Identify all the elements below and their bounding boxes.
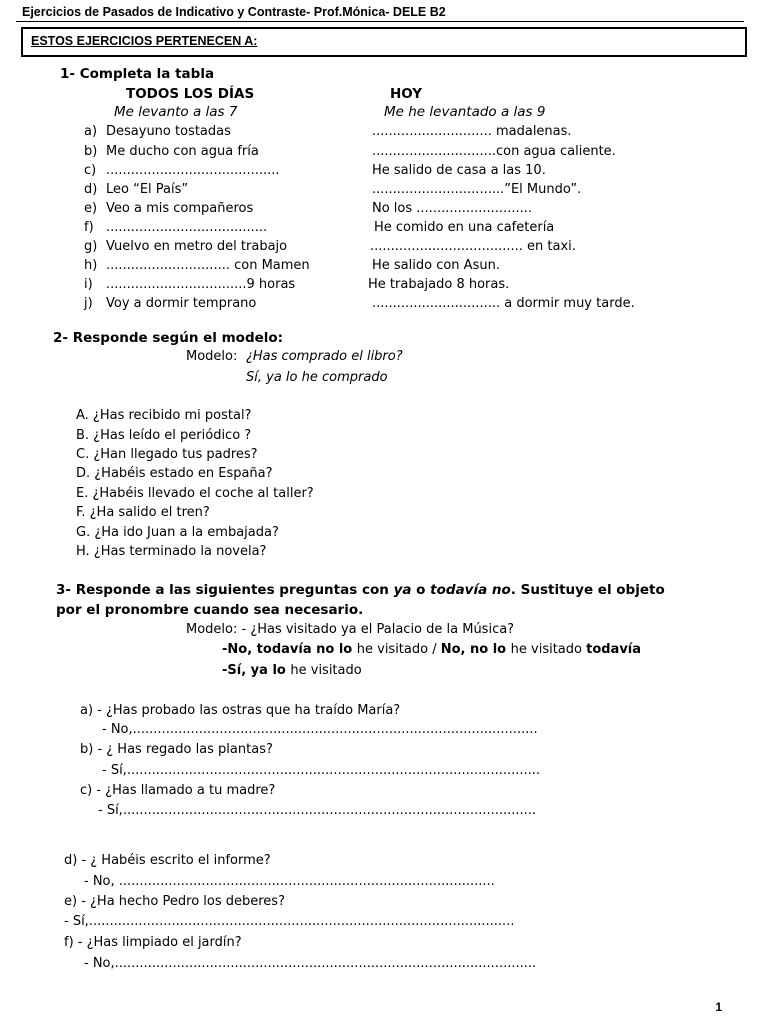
ex3-title-line2: por el pronombre cuando sea necesario. (56, 602, 364, 618)
ex1-row-answer: He comido en una cafetería (374, 220, 555, 235)
owner-label: ESTOS EJERCICIOS PERTENECEN A: (31, 34, 258, 48)
ex1-row: d) Leo “El País” (84, 182, 189, 197)
ex1-row: h) .............................. con Mamen (84, 258, 310, 273)
ex1-row-answer: He salido de casa a las 10. (372, 163, 546, 178)
ex3-answer-line: - No,...................................................................................................... (84, 956, 537, 971)
ex2-model-label: Modelo: (186, 349, 238, 364)
ex3-answer-line: - Sí,.................................................................................................... (98, 803, 537, 818)
ex3-model-answer-yes: -Sí, ya lo he visitado (222, 663, 362, 678)
ex2-model-answer: Sí, ya lo he comprado (246, 370, 388, 385)
ex3-model-question: Modelo: - ¿Has visitado ya el Palacio de la Música? (186, 622, 515, 637)
ex1-row: c) .......................................... (84, 163, 280, 178)
ex1-row: g) Vuelvo en metro del trabajo (84, 239, 288, 254)
ex1-row-answer: He trabajado 8 horas. (368, 277, 510, 292)
ex2-question: G. ¿Ha ido Juan a la embajada? (76, 525, 279, 540)
ex1-row: i) ..................................9 horas (84, 277, 296, 292)
ex2-question: D. ¿Habéis estado en España? (76, 466, 273, 481)
ex1-row-answer: No los ............................ (372, 201, 532, 216)
ex2-title: 2- Responde según el modelo: (53, 330, 284, 346)
ex1-row: e) Veo a mis compañeros (84, 201, 254, 216)
ex2-question: F. ¿Ha salido el tren? (76, 505, 210, 520)
ex1-row: b) Me ducho con agua fría (84, 144, 259, 159)
ex1-col-left-header: TODOS LOS DÍAS (126, 86, 255, 102)
ex1-row-answer: ..................................... en taxi. (370, 239, 576, 254)
ex1-row: f) ....................................... (84, 220, 268, 235)
ex3-question: d) - ¿ Habéis escrito el informe? (64, 853, 271, 868)
ex1-title: 1- Completa la tabla (60, 66, 215, 82)
ex3-question: a) - ¿Has probado las ostras que ha traído María? (80, 703, 401, 718)
ex3-question: e) - ¿Ha hecho Pedro los deberes? (64, 894, 285, 909)
document-header: Ejercicios de Pasados de Indicativo y Contraste- Prof.Mónica- DELE B2 (22, 5, 446, 19)
ex3-answer-line: - No, ........................................................................................... (84, 874, 495, 889)
ex2-question: C. ¿Han llegado tus padres? (76, 447, 258, 462)
ex2-question: A. ¿Has recibido mi postal? (76, 408, 252, 423)
ex1-model-left: Me levanto a las 7 (114, 104, 238, 120)
ex1-row-answer: ............................. madalenas. (372, 124, 572, 139)
ex2-question: H. ¿Has terminado la novela? (76, 544, 267, 559)
ex1-row: a) Desayuno tostadas (84, 124, 231, 139)
owner-box (21, 27, 747, 57)
ex1-row: j) Voy a dormir temprano (84, 296, 257, 311)
ex3-answer-line: - Sí,....................................................................................................... (64, 914, 515, 929)
ex3-model-answer-no: -No, todavía no lo he visitado / No, no lo he visitado todavía (222, 642, 642, 657)
ex1-row-answer: ................................”El Mundo”. (372, 182, 582, 197)
ex2-question: E. ¿Habéis llevado el coche al taller? (76, 486, 314, 501)
ex2-question: B. ¿Has leído el periódico ? (76, 428, 252, 443)
ex1-col-right-header: HOY (390, 86, 423, 102)
page-number: 1 (715, 1000, 722, 1014)
header-rule (16, 21, 744, 22)
ex1-row-answer: He salido con Asun. (372, 258, 500, 273)
ex2-model-question: ¿Has comprado el libro? (246, 349, 403, 364)
ex1-row-answer: ............................... a dormir muy tarde. (372, 296, 635, 311)
ex3-answer-line: - No,.................................................................................................. (102, 722, 538, 737)
ex3-question: c) - ¿Has llamado a tu madre? (80, 783, 276, 798)
ex3-answer-line: - Sí,.................................................................................................... (102, 763, 541, 778)
ex1-model-right: Me he levantado a las 9 (384, 104, 546, 120)
ex3-title: 3- Responde a las siguientes preguntas con ya o todavía no. Sustituye el objeto (56, 582, 665, 598)
ex3-question: f) - ¿Has limpiado el jardín? (64, 935, 242, 950)
ex1-row-answer: ..............................con agua caliente. (372, 144, 616, 159)
ex3-question: b) - ¿ Has regado las plantas? (80, 742, 273, 757)
